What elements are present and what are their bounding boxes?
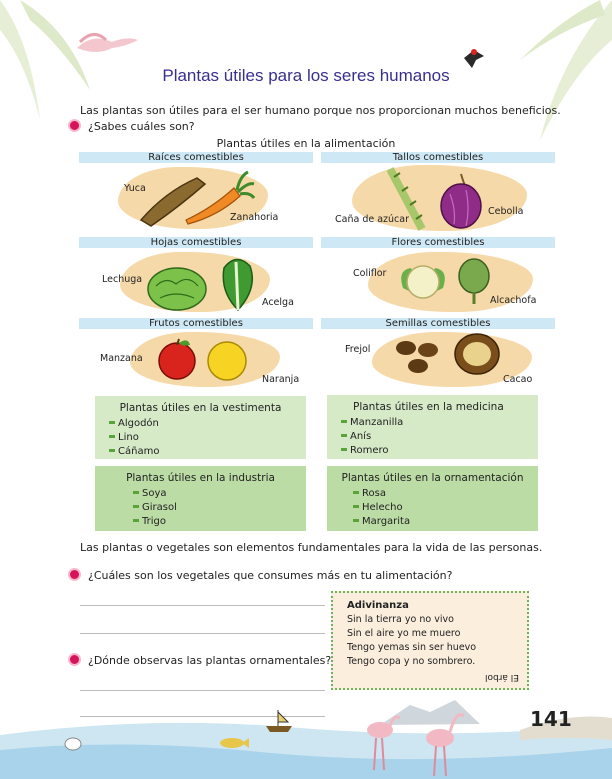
label-lechuga: Lechuga <box>102 274 143 285</box>
intro-text: Las plantas son útiles para el ser humano porque nos proporcionan muchos beneficios. <box>80 104 561 117</box>
list-item: Lino <box>109 431 298 445</box>
riddle-box <box>331 591 529 690</box>
answer-line-2[interactable] <box>80 633 325 634</box>
page-number: 141 <box>530 707 572 731</box>
cat-raices-label: Raíces comestibles <box>79 152 313 163</box>
cat-frutos-label: Frutos comestibles <box>79 318 313 329</box>
list-item: Girasol <box>133 501 298 515</box>
box-industria-list <box>103 487 298 529</box>
answer-line-1[interactable] <box>80 605 325 606</box>
question-know-text: ¿Sabes cuáles son? <box>88 120 195 133</box>
conclusion-text: Las plantas o vegetales son elementos fundamentales para la vida de las personas. <box>80 541 543 554</box>
question-ornamental <box>68 653 331 667</box>
list-item: Soya <box>133 487 298 501</box>
label-cana: Caña de azúcar <box>335 214 409 225</box>
label-zanahoria: Zanahoria <box>230 212 279 223</box>
box-industria <box>95 466 306 531</box>
list-item: Rosa <box>353 487 530 501</box>
bullet-icon <box>68 653 81 666</box>
label-naranja: Naranja <box>262 374 300 385</box>
box-vestimenta <box>95 396 306 459</box>
riddle-line: Tengo copa y no sombrero. <box>347 656 476 667</box>
box-medicina <box>327 395 538 459</box>
list-item: Algodón <box>109 417 298 431</box>
label-frejol: Frejol <box>345 344 371 355</box>
label-yuca: Yuca <box>124 183 146 194</box>
bullet-icon <box>68 568 81 581</box>
question-know <box>68 119 195 133</box>
flamingo-icon <box>360 710 480 779</box>
question-consume <box>68 568 452 582</box>
box-vestimenta-title: Plantas útiles en la vestimenta <box>119 402 282 414</box>
alcachofa-image <box>456 256 492 306</box>
box-ornamentacion-list <box>335 487 530 529</box>
page-title: Plantas útiles para los seres humanos <box>162 66 450 85</box>
box-medicina-list <box>335 416 530 458</box>
list-item: Trigo <box>133 515 298 529</box>
box-vestimenta-list <box>103 417 298 459</box>
cat-hojas-label: Hojas comestibles <box>79 237 313 248</box>
riddle-answer: El árbol <box>485 672 519 682</box>
answer-line-3[interactable] <box>80 690 325 691</box>
label-coliflor: Coliflor <box>353 268 387 279</box>
question-consume-text: ¿Cuáles son los vegetales que consumes más en tu alimentación? <box>88 569 453 582</box>
label-cebolla: Cebolla <box>488 206 524 217</box>
list-item: Margarita <box>353 515 530 529</box>
naranja-image <box>205 339 249 383</box>
bird-icon <box>62 734 84 752</box>
list-item: Romero <box>341 444 530 458</box>
manzana-image <box>156 337 198 381</box>
frejol-image <box>392 336 446 376</box>
riddle-title: Adivinanza <box>347 600 409 611</box>
list-item: Cáñamo <box>109 445 298 459</box>
list-item: Helecho <box>353 501 530 515</box>
question-ornamental-text: ¿Dónde observas las plantas ornamentales? <box>88 654 332 667</box>
cebolla-image <box>436 170 486 230</box>
cat-tallos-label: Tallos comestibles <box>321 152 555 163</box>
list-item: Anís <box>341 430 530 444</box>
label-cacao: Cacao <box>503 374 533 385</box>
box-ornamentacion <box>327 466 538 531</box>
cacao-image <box>452 330 502 378</box>
coliflor-image <box>397 258 449 308</box>
riddle-line: Tengo yemas sin ser huevo <box>347 642 477 653</box>
fish-icon <box>218 736 250 750</box>
label-acelga: Acelga <box>262 297 294 308</box>
label-manzana: Manzana <box>100 353 143 364</box>
list-item: Manzanilla <box>341 416 530 430</box>
flamingo-bird-icon <box>72 28 142 60</box>
cat-flores-label: Flores comestibles <box>321 237 555 248</box>
riddle-line: Sin el aire yo me muero <box>347 628 461 639</box>
box-industria-title: Plantas útiles en la industria <box>126 472 275 484</box>
acelga-image <box>216 252 260 312</box>
cat-semillas-label: Semillas comestibles <box>321 318 555 329</box>
label-alcachofa: Alcachofa <box>490 295 537 306</box>
lechuga-image <box>146 262 208 312</box>
box-medicina-title: Plantas útiles en la medicina <box>353 401 504 413</box>
boat-icon <box>264 708 294 734</box>
riddle-line: Sin la tierra yo no vivo <box>347 614 454 625</box>
bird-icon <box>462 46 486 68</box>
food-heading: Plantas útiles en la alimentación <box>216 137 396 150</box>
bullet-icon <box>68 119 81 132</box>
box-ornamentacion-title: Plantas útiles en la ornamentación <box>341 472 524 484</box>
